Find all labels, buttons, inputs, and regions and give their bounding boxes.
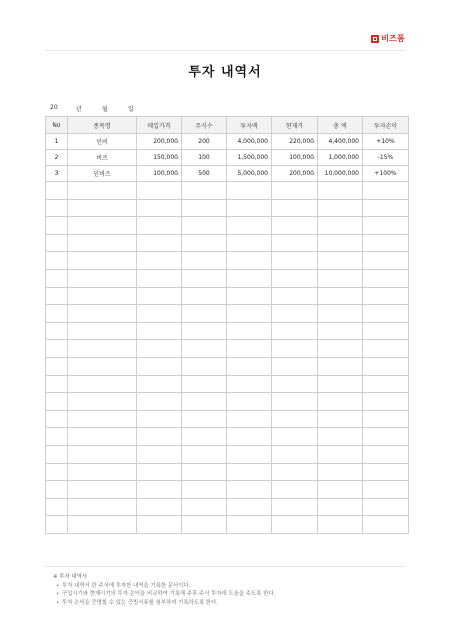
- empty-cell: [137, 322, 182, 340]
- date-month-unit: 월: [102, 106, 108, 113]
- cell-profit-loss: +100%: [363, 166, 409, 182]
- empty-cell: [182, 516, 227, 534]
- date-year-unit: 년: [76, 106, 82, 113]
- empty-cell: [137, 217, 182, 235]
- footer-divider: [45, 566, 405, 567]
- empty-cell: [363, 498, 409, 516]
- empty-cell: [363, 340, 409, 358]
- empty-cell: [182, 182, 227, 200]
- empty-cell: [318, 269, 363, 287]
- cell-stock-name: 비즈: [68, 150, 137, 166]
- empty-cell: [182, 199, 227, 217]
- empty-cell: [68, 252, 137, 270]
- table-row: [46, 166, 409, 182]
- empty-cell: [363, 322, 409, 340]
- cell-no: 2: [46, 150, 68, 166]
- empty-cell: [363, 182, 409, 200]
- empty-cell: [137, 199, 182, 217]
- empty-cell: [182, 375, 227, 393]
- empty-cell: [272, 428, 318, 446]
- col-header-stock-name: 종목명: [68, 117, 137, 134]
- empty-cell: [68, 428, 137, 446]
- cell-profit-loss: -15%: [363, 150, 409, 166]
- table-row-empty: [46, 199, 409, 217]
- empty-cell: [182, 481, 227, 499]
- table-row-empty: [46, 182, 409, 200]
- empty-cell: [137, 410, 182, 428]
- empty-cell: [182, 498, 227, 516]
- date-year-prefix: 20: [50, 104, 58, 111]
- empty-cell: [68, 340, 137, 358]
- empty-cell: [318, 481, 363, 499]
- empty-cell: [227, 217, 272, 235]
- empty-cell: [182, 322, 227, 340]
- empty-cell: [318, 252, 363, 270]
- empty-cell: [182, 445, 227, 463]
- empty-cell: [272, 393, 318, 411]
- empty-cell: [68, 269, 137, 287]
- empty-cell: [318, 357, 363, 375]
- cell-purchase-price: 100,000: [137, 166, 182, 182]
- table-row-empty: [46, 463, 409, 481]
- cell-stock-name: 인비즈: [68, 166, 137, 182]
- empty-cell: [363, 357, 409, 375]
- empty-cell: [46, 463, 68, 481]
- empty-cell: [227, 463, 272, 481]
- table-row-empty: [46, 445, 409, 463]
- table-row-empty: [46, 287, 409, 305]
- cell-investment: 1,500,000: [227, 150, 272, 166]
- empty-cell: [182, 463, 227, 481]
- col-header-shares: 주식수: [182, 117, 227, 134]
- cell-total: 10,000,000: [318, 166, 363, 182]
- empty-cell: [46, 445, 68, 463]
- empty-cell: [137, 287, 182, 305]
- empty-cell: [272, 410, 318, 428]
- cell-total: 4,400,000: [318, 134, 363, 150]
- brand-logo: [371, 33, 405, 44]
- col-header-purchase-price: 매입가격: [137, 117, 182, 134]
- empty-cell: [137, 340, 182, 358]
- empty-cell: [68, 463, 137, 481]
- col-header-investment: 투자액: [227, 117, 272, 134]
- empty-cell: [363, 393, 409, 411]
- cell-investment: 4,000,000: [227, 134, 272, 150]
- note-item: • 투자 손익을 증명할 수 있는 증빙서류를 첨부하여 기록하도록 한다.: [62, 599, 275, 608]
- empty-cell: [137, 375, 182, 393]
- empty-cell: [46, 287, 68, 305]
- empty-cell: [137, 445, 182, 463]
- table-body: [46, 134, 409, 534]
- empty-cell: [137, 481, 182, 499]
- table-row-empty: [46, 217, 409, 235]
- empty-cell: [182, 428, 227, 446]
- table-row-empty: [46, 269, 409, 287]
- empty-cell: [318, 393, 363, 411]
- page-title: 투자 내역서: [188, 65, 262, 80]
- cell-investment: 5,000,000: [227, 166, 272, 182]
- cell-current-price: 200,000: [272, 166, 318, 182]
- empty-cell: [68, 481, 137, 499]
- empty-cell: [182, 340, 227, 358]
- empty-cell: [137, 393, 182, 411]
- empty-cell: [68, 234, 137, 252]
- empty-cell: [137, 182, 182, 200]
- empty-cell: [318, 234, 363, 252]
- table-row-empty: [46, 516, 409, 534]
- brand-name: 비즈폼: [381, 34, 405, 43]
- empty-cell: [182, 287, 227, 305]
- note-item: • 구입시기와 현재시기의 투자 손익을 비교하여 기록해 주후 주식 투자에 도움을 주도록 한다.: [62, 590, 275, 599]
- empty-cell: [363, 234, 409, 252]
- empty-cell: [318, 428, 363, 446]
- table-row-empty: [46, 481, 409, 499]
- cell-shares: 500: [182, 166, 227, 182]
- empty-cell: [68, 357, 137, 375]
- empty-cell: [318, 199, 363, 217]
- empty-cell: [227, 481, 272, 499]
- empty-cell: [68, 445, 137, 463]
- empty-cell: [227, 252, 272, 270]
- empty-cell: [68, 217, 137, 235]
- empty-cell: [68, 305, 137, 323]
- cell-current-price: 220,000: [272, 134, 318, 150]
- empty-cell: [46, 410, 68, 428]
- empty-cell: [46, 305, 68, 323]
- empty-cell: [272, 234, 318, 252]
- empty-cell: [363, 516, 409, 534]
- empty-cell: [182, 269, 227, 287]
- empty-cell: [137, 305, 182, 323]
- empty-cell: [227, 498, 272, 516]
- cell-total: 1,000,000: [318, 150, 363, 166]
- empty-cell: [363, 481, 409, 499]
- empty-cell: [272, 199, 318, 217]
- date-day-unit: 일: [128, 106, 134, 113]
- empty-cell: [318, 287, 363, 305]
- table-row-empty: [46, 428, 409, 446]
- cell-purchase-price: 150,000: [137, 150, 182, 166]
- table-row-empty: [46, 498, 409, 516]
- cell-shares: 100: [182, 150, 227, 166]
- empty-cell: [46, 393, 68, 411]
- empty-cell: [46, 357, 68, 375]
- empty-cell: [137, 234, 182, 252]
- cell-current-price: 100,000: [272, 150, 318, 166]
- empty-cell: [46, 322, 68, 340]
- empty-cell: [227, 322, 272, 340]
- empty-cell: [137, 516, 182, 534]
- empty-cell: [46, 375, 68, 393]
- empty-cell: [68, 375, 137, 393]
- cell-stock-name: 인비: [68, 134, 137, 150]
- empty-cell: [68, 287, 137, 305]
- empty-cell: [182, 217, 227, 235]
- empty-cell: [137, 428, 182, 446]
- empty-cell: [227, 305, 272, 323]
- empty-cell: [363, 217, 409, 235]
- empty-cell: [272, 463, 318, 481]
- empty-cell: [227, 199, 272, 217]
- empty-cell: [363, 445, 409, 463]
- empty-cell: [137, 269, 182, 287]
- empty-cell: [363, 252, 409, 270]
- empty-cell: [227, 393, 272, 411]
- empty-cell: [182, 252, 227, 270]
- empty-cell: [272, 357, 318, 375]
- table-row: [46, 150, 409, 166]
- empty-cell: [182, 393, 227, 411]
- header-divider: [45, 50, 405, 51]
- table-row-empty: [46, 410, 409, 428]
- empty-cell: [68, 182, 137, 200]
- empty-cell: [272, 322, 318, 340]
- empty-cell: [68, 410, 137, 428]
- empty-cell: [318, 445, 363, 463]
- empty-cell: [318, 217, 363, 235]
- empty-cell: [137, 252, 182, 270]
- empty-cell: [46, 481, 68, 499]
- empty-cell: [227, 410, 272, 428]
- col-header-no: No: [46, 117, 68, 134]
- empty-cell: [272, 305, 318, 323]
- empty-cell: [182, 357, 227, 375]
- table-row-empty: [46, 357, 409, 375]
- empty-cell: [46, 199, 68, 217]
- empty-cell: [182, 234, 227, 252]
- empty-cell: [227, 516, 272, 534]
- notes-section: [53, 573, 275, 607]
- empty-cell: [137, 357, 182, 375]
- empty-cell: [363, 463, 409, 481]
- empty-cell: [46, 217, 68, 235]
- empty-cell: [318, 305, 363, 323]
- empty-cell: [227, 182, 272, 200]
- investment-table: [45, 116, 409, 534]
- date-line: [50, 104, 134, 113]
- empty-cell: [272, 516, 318, 534]
- brand-mark-icon: [371, 35, 379, 43]
- cell-no: 1: [46, 134, 68, 150]
- empty-cell: [318, 516, 363, 534]
- empty-cell: [46, 498, 68, 516]
- empty-cell: [68, 516, 137, 534]
- empty-cell: [272, 269, 318, 287]
- empty-cell: [318, 498, 363, 516]
- empty-cell: [363, 305, 409, 323]
- empty-cell: [363, 375, 409, 393]
- empty-cell: [272, 287, 318, 305]
- empty-cell: [272, 217, 318, 235]
- empty-cell: [272, 340, 318, 358]
- table-row-empty: [46, 375, 409, 393]
- empty-cell: [182, 305, 227, 323]
- empty-cell: [318, 410, 363, 428]
- empty-cell: [46, 182, 68, 200]
- empty-cell: [272, 375, 318, 393]
- empty-cell: [227, 287, 272, 305]
- table-row-empty: [46, 393, 409, 411]
- empty-cell: [46, 340, 68, 358]
- notes-heading: ※ 투자 내역서: [53, 574, 87, 580]
- note-item: • 투자 내역서 란 주식에 투자한 내역을 기록한 문서이다.: [62, 582, 275, 591]
- empty-cell: [68, 498, 137, 516]
- empty-cell: [272, 445, 318, 463]
- empty-cell: [227, 375, 272, 393]
- cell-purchase-price: 200,000: [137, 134, 182, 150]
- empty-cell: [363, 287, 409, 305]
- table-row-empty: [46, 322, 409, 340]
- notes-list: [53, 582, 275, 608]
- col-header-current-price: 현재가: [272, 117, 318, 134]
- empty-cell: [272, 252, 318, 270]
- empty-cell: [363, 410, 409, 428]
- empty-cell: [137, 498, 182, 516]
- empty-cell: [182, 410, 227, 428]
- cell-shares: 200: [182, 134, 227, 150]
- table-row-empty: [46, 305, 409, 323]
- table-row: [46, 134, 409, 150]
- table-row-empty: [46, 234, 409, 252]
- empty-cell: [227, 445, 272, 463]
- empty-cell: [318, 182, 363, 200]
- empty-cell: [227, 269, 272, 287]
- table-header-row: [46, 117, 409, 134]
- empty-cell: [318, 340, 363, 358]
- empty-cell: [46, 252, 68, 270]
- empty-cell: [227, 234, 272, 252]
- empty-cell: [272, 182, 318, 200]
- table-row-empty: [46, 340, 409, 358]
- empty-cell: [318, 375, 363, 393]
- table-row-empty: [46, 252, 409, 270]
- empty-cell: [363, 269, 409, 287]
- empty-cell: [137, 463, 182, 481]
- col-header-profit-loss: 투자손익: [363, 117, 409, 134]
- empty-cell: [227, 357, 272, 375]
- empty-cell: [46, 516, 68, 534]
- col-header-total: 총 액: [318, 117, 363, 134]
- empty-cell: [363, 199, 409, 217]
- empty-cell: [68, 393, 137, 411]
- empty-cell: [318, 322, 363, 340]
- empty-cell: [68, 322, 137, 340]
- empty-cell: [227, 428, 272, 446]
- empty-cell: [227, 340, 272, 358]
- cell-profit-loss: +10%: [363, 134, 409, 150]
- empty-cell: [272, 481, 318, 499]
- empty-cell: [68, 199, 137, 217]
- empty-cell: [272, 498, 318, 516]
- empty-cell: [46, 428, 68, 446]
- empty-cell: [363, 428, 409, 446]
- empty-cell: [46, 234, 68, 252]
- cell-no: 3: [46, 166, 68, 182]
- empty-cell: [46, 269, 68, 287]
- empty-cell: [318, 463, 363, 481]
